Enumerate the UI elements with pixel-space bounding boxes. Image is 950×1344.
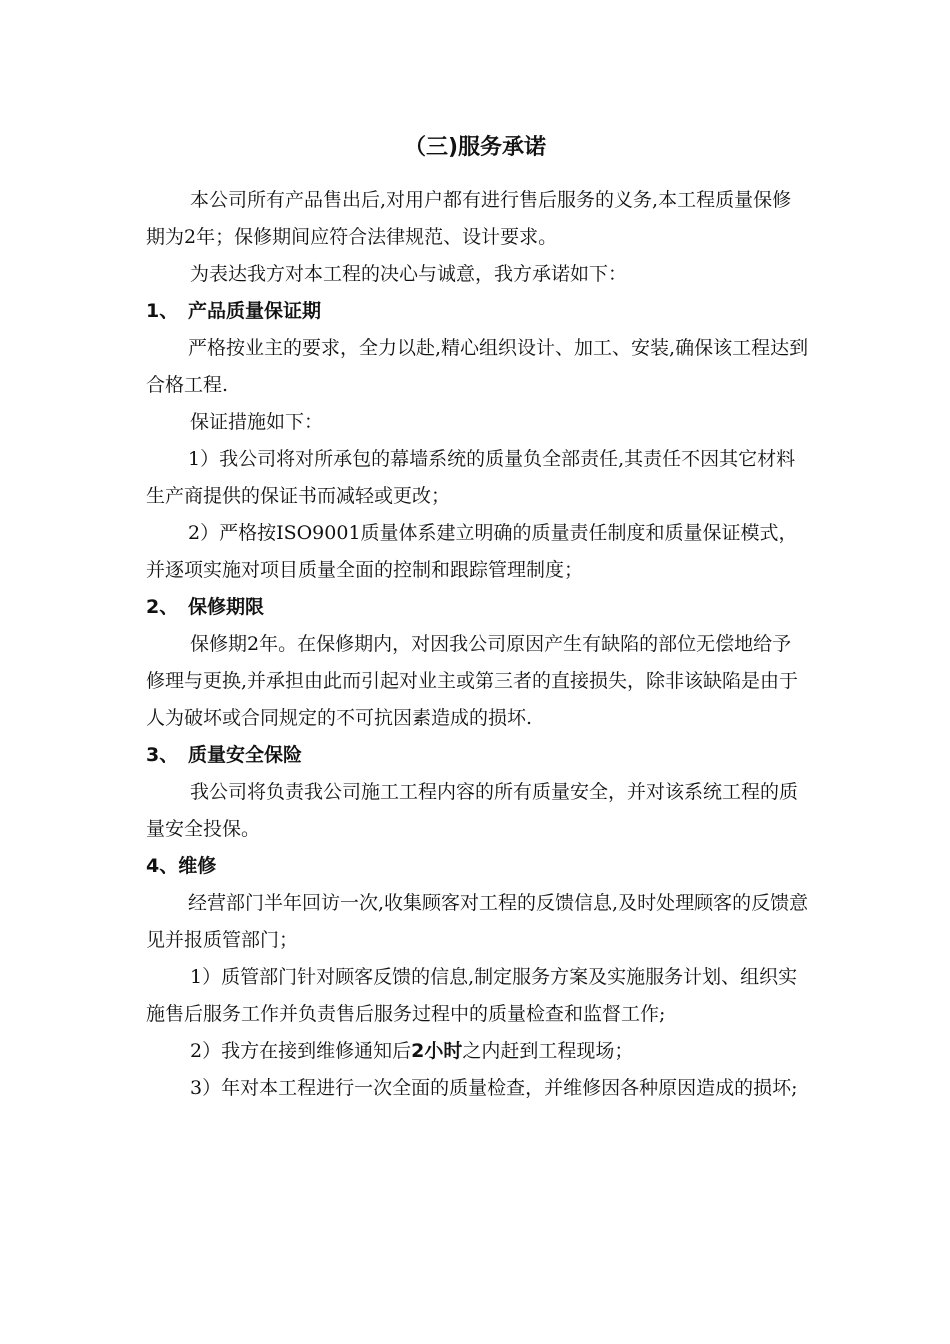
section-paragraph: 1）我公司将对所承包的幕墙系统的质量负全部责任,其责任不因其它材料生产商提供的保证书而减轻或更改； — [146, 448, 796, 507]
item-emphasis: 2小时 — [411, 1040, 463, 1062]
section-paragraph: 我公司将负责我公司施工工程内容的所有质量安全，并对该系统工程的质量安全投保。 — [146, 781, 799, 840]
section-heading — [146, 737, 810, 774]
section-paragraph: 2）严格按ISO9001质量体系建立明确的质量责任制度和质量保证模式，并逐项实施对项目质量全面的控制和跟踪管理制度； — [146, 522, 798, 581]
intro-paragraph: 本公司所有产品售出后,对用户都有进行售后服务的义务,本工程质量保修期为2年；保修期间应符合法律规范、设计要求。 — [146, 189, 792, 248]
section-title: 保修期限 — [188, 596, 265, 618]
intro-paragraph: 为表达我方对本工程的决心与诚意，我方承诺如下： — [190, 263, 628, 285]
section-number: 3、 — [146, 744, 179, 766]
item-text: 2）我方在接到维修通知后 — [190, 1040, 412, 1062]
section-heading — [146, 589, 810, 626]
section-paragraph: 3）年对本工程进行一次全面的质量检查，并维修因各种原因造成的损坏; — [190, 1077, 798, 1099]
section-number: 4、 — [146, 855, 179, 877]
section-number: 1、 — [146, 300, 179, 322]
section-paragraph: 保修期2年。在保修期内，对因我公司原因产生有缺陷的部位无偿地给予修理与更换,并承担由此而引起对业主或第三者的直接损失，除非该缺陷是由于人为破坏或合同规定的不可抗因素造成的损坏. — [146, 633, 799, 729]
section-paragraph: 经营部门半年回访一次,收集顾客对工程的反馈信息,及时处理顾客的反馈意见并报质管部门； — [146, 892, 809, 951]
section-title: 质量安全保险 — [188, 744, 303, 766]
section-paragraph: 严格按业主的要求，全力以赴,精心组织设计、加工、安装,确保该工程达到合格工程. — [146, 337, 809, 396]
document-title: （三)服务承诺 — [403, 135, 547, 160]
section-number: 2、 — [146, 596, 179, 618]
section-paragraph: 保证措施如下： — [190, 411, 324, 433]
item-text: 之内赶到工程现场； — [462, 1040, 634, 1062]
document-body — [146, 182, 810, 1107]
section-title: 产品质量保证期 — [188, 300, 322, 322]
section-heading — [146, 848, 810, 885]
section-paragraph — [146, 1033, 810, 1070]
section-paragraph: 1）质管部门针对顾客反馈的信息,制定服务方案及实施服务计划、组织实施售后服务工作并负责售后服务过程中的质量检查和监督工作; — [146, 966, 798, 1025]
section-title: 维修 — [178, 855, 217, 877]
section-heading — [146, 293, 810, 330]
